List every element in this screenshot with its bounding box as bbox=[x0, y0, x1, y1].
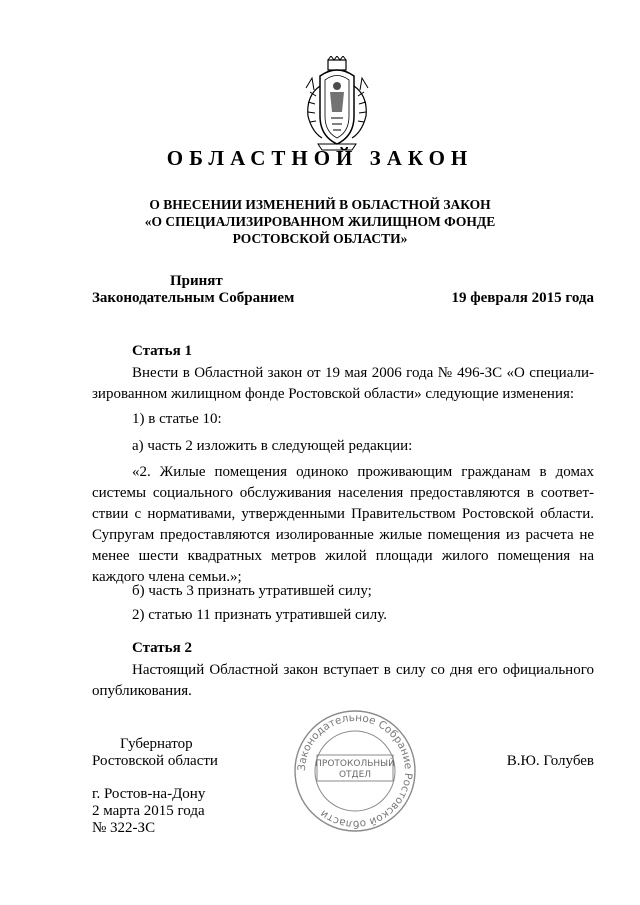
footer-number: № 322-ЗС bbox=[92, 820, 156, 836]
subtitle-line: РОСТОВСКОЙ ОБЛАСТИ» bbox=[232, 231, 408, 246]
signatory-name: В.Ю. Голубев bbox=[506, 753, 594, 769]
paragraph-line: зированном жилищном фонде Ростовской области» следующие изменения: bbox=[92, 386, 575, 402]
paragraph-line: менее шести квадратных метров жилой площади жилого помещения на bbox=[92, 548, 594, 564]
article-1-item-a: а) часть 2 изложить в следующей редакции: bbox=[132, 438, 413, 454]
article-1-item-b: б) часть 3 признать утратившей силу; bbox=[132, 583, 372, 599]
document-title: ОБЛАСТНОЙ ЗАКОН bbox=[166, 146, 474, 170]
document-footer bbox=[92, 786, 205, 837]
subtitle-line: О ВНЕСЕНИИ ИЗМЕНЕНИЙ В ОБЛАСТНОЙ ЗАКОН bbox=[149, 197, 491, 212]
article-1-heading: Статья 1 bbox=[132, 343, 192, 359]
document-subtitle bbox=[0, 196, 640, 247]
paragraph-line: «2. Жилые помещения одиноко проживающим гражданам в домах bbox=[132, 464, 594, 480]
accepted-by: Законодательным Собранием bbox=[92, 290, 295, 306]
quoted-paragraph bbox=[92, 462, 594, 588]
paragraph-line: каждого члена семьи.»; bbox=[92, 569, 242, 585]
paragraph-line: Настоящий Областной закон вступает в силу со дня его официального bbox=[132, 662, 594, 678]
paragraph-line: опубликования. bbox=[92, 683, 192, 699]
paragraph-line: ствии с нормативами, утвержденными Правительством Ростовской области. bbox=[92, 506, 594, 522]
seal-outer-text: Законодательное Собрание Ростовской области bbox=[295, 711, 415, 831]
seal-inner-line: ПРОТОКОЛЬНЫЙ bbox=[315, 759, 395, 769]
article-2-text bbox=[92, 660, 594, 702]
signatory-region: Ростовской области bbox=[92, 753, 218, 769]
accepted-date: 19 февраля 2015 года bbox=[451, 290, 594, 306]
paragraph-line: системы социального обслуживания населения предоставляются в соответ- bbox=[92, 485, 594, 501]
protocol-department-seal bbox=[290, 706, 420, 836]
footer-date: 2 марта 2015 года bbox=[92, 803, 205, 819]
paragraph-line: Супругам предоставляются изолированные жилые помещения из расчета не bbox=[92, 527, 594, 543]
article-1-item-2: 2) статью 11 признать утратившей силу. bbox=[132, 607, 387, 623]
article-1-item-1: 1) в статье 10: bbox=[132, 411, 222, 427]
accepted-label: Принят bbox=[170, 273, 223, 289]
seal-inner-line: ОТДЕЛ bbox=[338, 770, 372, 780]
signatory-position: Губернатор bbox=[120, 736, 193, 752]
article-2-heading: Статья 2 bbox=[132, 640, 192, 656]
paragraph-line: Внести в Областной закон от 19 мая 2006 года № 496-ЗС «О специали- bbox=[132, 365, 594, 381]
article-1-intro bbox=[92, 363, 594, 405]
subtitle-line: «О СПЕЦИАЛИЗИРОВАННОМ ЖИЛИЩНОМ ФОНДЕ bbox=[144, 214, 496, 229]
coat-of-arms-emblem bbox=[298, 56, 376, 152]
footer-city: г. Ростов-на-Дону bbox=[92, 786, 206, 802]
